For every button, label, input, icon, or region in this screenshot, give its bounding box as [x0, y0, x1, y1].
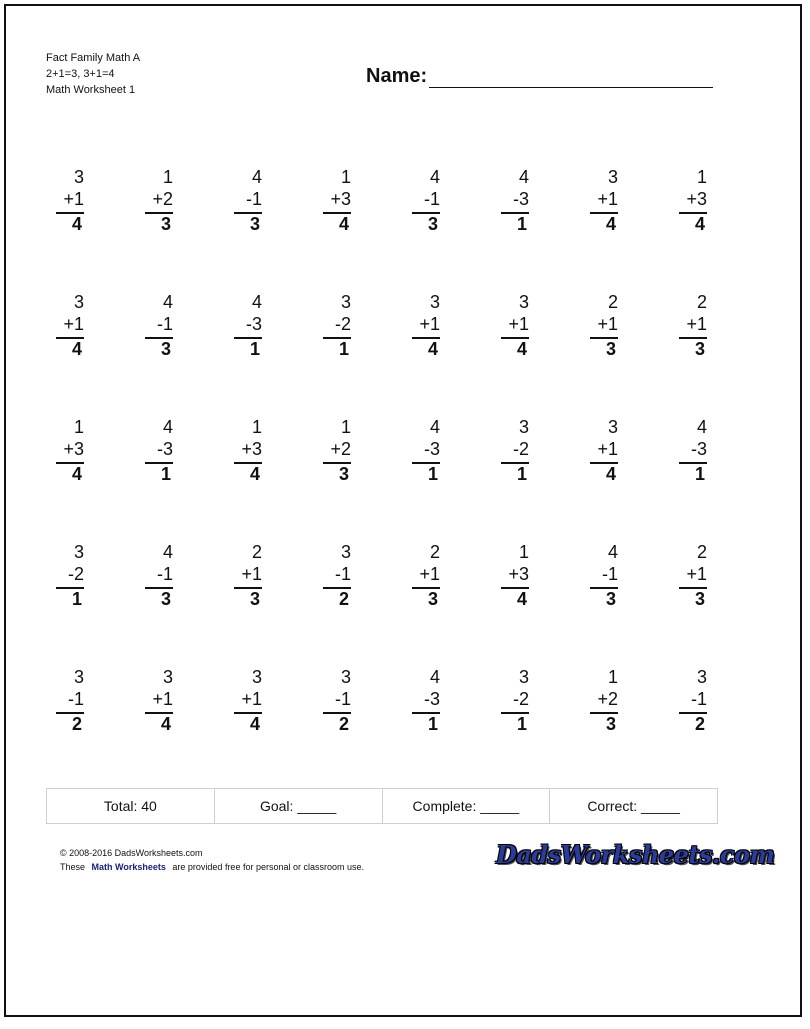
problem-operand: -2 — [512, 689, 529, 709]
problem-top-number: 4 — [251, 167, 262, 187]
problem-operand: +3 — [686, 189, 707, 209]
math-problem — [323, 416, 351, 484]
problem-operand: -1 — [423, 189, 440, 209]
problem-operand: -3 — [156, 439, 173, 459]
problem-operand: -3 — [512, 189, 529, 209]
problem-top-number: 2 — [607, 292, 618, 312]
problem-top-number: 3 — [73, 167, 84, 187]
problem-operand: +1 — [63, 314, 84, 334]
problem-top-number: 4 — [162, 292, 173, 312]
problem-operand: +1 — [419, 564, 440, 584]
problem-answer: 1 — [338, 339, 349, 359]
problem-operand: -2 — [334, 314, 351, 334]
problem-answer: 3 — [249, 214, 260, 234]
footer — [60, 846, 364, 874]
problem-answer: 1 — [427, 464, 438, 484]
problem-operand: +1 — [597, 439, 618, 459]
problem-answer: 4 — [249, 464, 260, 484]
problem-answer: 3 — [694, 589, 705, 609]
problem-top-number: 2 — [696, 292, 707, 312]
problem-top-number: 4 — [607, 542, 618, 562]
problem-operand: +3 — [63, 439, 84, 459]
problem-top-number: 3 — [518, 417, 529, 437]
problem-top-number: 3 — [518, 667, 529, 687]
problem-answer: 3 — [605, 339, 616, 359]
math-problem — [501, 541, 529, 609]
name-label: Name: — [366, 65, 428, 87]
problem-answer: 2 — [694, 714, 705, 734]
math-problem — [412, 166, 440, 234]
problem-operand: +1 — [508, 314, 529, 334]
problem-top-number: 4 — [162, 542, 173, 562]
math-problem — [590, 166, 618, 234]
problem-answer: 4 — [71, 339, 82, 359]
problem-operand: -1 — [334, 689, 351, 709]
math-problem — [590, 416, 618, 484]
problem-operand: +1 — [686, 314, 707, 334]
problem-operand: +2 — [152, 189, 173, 209]
problem-top-number: 2 — [696, 542, 707, 562]
problem-top-number: 3 — [251, 667, 262, 687]
problem-operand: -1 — [245, 189, 262, 209]
problem-answer: 4 — [71, 464, 82, 484]
math-problem — [412, 416, 440, 484]
problem-operand: -1 — [601, 564, 618, 584]
problem-top-number: 3 — [73, 542, 84, 562]
math-problem — [679, 541, 707, 609]
problem-operand: -1 — [156, 314, 173, 334]
problem-operand: +1 — [419, 314, 440, 334]
math-problem — [56, 166, 84, 234]
problem-operand: +1 — [152, 689, 173, 709]
problem-top-number: 3 — [696, 667, 707, 687]
problem-operand: +1 — [597, 189, 618, 209]
usage-suffix: are provided free for personal or classroom use. — [172, 862, 364, 872]
math-problem — [679, 416, 707, 484]
problem-answer: 4 — [694, 214, 705, 234]
problem-operand: -1 — [156, 564, 173, 584]
name-line[interactable] — [429, 65, 713, 88]
problem-top-number: 1 — [607, 667, 618, 687]
problem-operand: +3 — [330, 189, 351, 209]
problem-top-number: 3 — [340, 542, 351, 562]
total-cell: Total: 40 — [47, 789, 215, 823]
problem-answer: 4 — [516, 339, 527, 359]
problem-top-number: 3 — [73, 667, 84, 687]
problem-answer: 3 — [694, 339, 705, 359]
worksheet-number: Math Worksheet 1 — [46, 84, 136, 96]
correct-cell: Correct: _____ — [587, 798, 680, 814]
problem-operand: -1 — [690, 689, 707, 709]
problem-top-number: 1 — [251, 417, 262, 437]
problem-top-number: 4 — [696, 417, 707, 437]
problem-answer: 3 — [160, 214, 171, 234]
problem-answer: 3 — [249, 589, 260, 609]
problem-answer: 2 — [338, 589, 349, 609]
math-problem — [234, 666, 262, 734]
math-problem — [412, 541, 440, 609]
math-problem — [56, 666, 84, 734]
problem-answer: 4 — [516, 589, 527, 609]
problem-operand: -3 — [245, 314, 262, 334]
math-problem — [590, 541, 618, 609]
problem-top-number: 1 — [696, 167, 707, 187]
problem-operand: -1 — [67, 689, 84, 709]
math-problem — [323, 666, 351, 734]
name-field — [366, 64, 713, 88]
problem-top-number: 1 — [73, 417, 84, 437]
worksheet-title: Fact Family Math A — [46, 52, 141, 64]
math-problem — [501, 666, 529, 734]
problem-answer: 1 — [160, 464, 171, 484]
problem-answer: 4 — [605, 464, 616, 484]
problem-top-number: 4 — [162, 417, 173, 437]
problem-answer: 4 — [338, 214, 349, 234]
usage-prefix: These — [60, 862, 86, 872]
problem-operand: +1 — [597, 314, 618, 334]
problem-answer: 1 — [516, 214, 527, 234]
usage-text — [60, 860, 364, 874]
problem-top-number: 4 — [429, 417, 440, 437]
problem-operand: +3 — [508, 564, 529, 584]
math-problem — [590, 291, 618, 359]
problem-top-number: 1 — [162, 167, 173, 187]
math-problem — [412, 291, 440, 359]
problem-answer: 1 — [694, 464, 705, 484]
problem-answer: 3 — [160, 339, 171, 359]
problem-top-number: 1 — [518, 542, 529, 562]
problem-top-number: 4 — [429, 167, 440, 187]
problem-operand: -2 — [67, 564, 84, 584]
problem-operand: -3 — [690, 439, 707, 459]
score-tally — [46, 788, 718, 824]
math-problem — [501, 166, 529, 234]
problem-top-number: 3 — [73, 292, 84, 312]
problem-answer: 2 — [338, 714, 349, 734]
problem-top-number: 1 — [340, 417, 351, 437]
math-worksheets-link[interactable]: Math Worksheets — [91, 862, 166, 872]
math-problem — [501, 291, 529, 359]
problem-top-number: 3 — [162, 667, 173, 687]
math-problem — [323, 166, 351, 234]
math-problem — [145, 416, 173, 484]
math-problem — [56, 541, 84, 609]
problem-operand: -3 — [423, 439, 440, 459]
math-problem — [56, 416, 84, 484]
problem-top-number: 4 — [429, 667, 440, 687]
problem-operand: +2 — [330, 439, 351, 459]
problem-operand: +1 — [241, 689, 262, 709]
problem-top-number: 3 — [340, 667, 351, 687]
problem-operand: +3 — [241, 439, 262, 459]
problem-top-number: 3 — [429, 292, 440, 312]
problem-answer: 2 — [71, 714, 82, 734]
problem-operand: -1 — [334, 564, 351, 584]
worksheet-info — [46, 50, 140, 98]
problem-operand: -2 — [512, 439, 529, 459]
problem-top-number: 3 — [340, 292, 351, 312]
problem-top-number: 3 — [607, 167, 618, 187]
math-problem — [145, 541, 173, 609]
problem-answer: 4 — [71, 214, 82, 234]
problem-top-number: 1 — [340, 167, 351, 187]
math-problem — [234, 166, 262, 234]
problem-operand: +1 — [63, 189, 84, 209]
math-problem — [501, 416, 529, 484]
problem-answer: 3 — [160, 589, 171, 609]
problem-operand: +2 — [597, 689, 618, 709]
math-problem — [145, 291, 173, 359]
problem-operand: -3 — [423, 689, 440, 709]
problem-top-number: 3 — [607, 417, 618, 437]
complete-cell: Complete: _____ — [383, 789, 551, 823]
problem-top-number: 2 — [429, 542, 440, 562]
problem-answer: 1 — [516, 714, 527, 734]
problem-operand: +1 — [686, 564, 707, 584]
copyright-text: © 2008-2016 DadsWorksheets.com — [60, 848, 203, 858]
problem-top-number: 2 — [251, 542, 262, 562]
math-problem — [323, 291, 351, 359]
math-problem — [590, 666, 618, 734]
problem-answer: 3 — [605, 714, 616, 734]
problem-answer: 1 — [249, 339, 260, 359]
problem-top-number: 4 — [518, 167, 529, 187]
problem-answer: 3 — [338, 464, 349, 484]
problem-answer: 4 — [249, 714, 260, 734]
problem-answer: 1 — [427, 714, 438, 734]
problem-answer: 4 — [427, 339, 438, 359]
math-problem — [323, 541, 351, 609]
math-problem — [679, 166, 707, 234]
math-problem — [679, 666, 707, 734]
math-problem — [145, 166, 173, 234]
math-problem — [56, 291, 84, 359]
problem-answer: 1 — [516, 464, 527, 484]
worksheet-page — [4, 4, 802, 1017]
problem-answer: 4 — [160, 714, 171, 734]
problem-answer: 3 — [605, 589, 616, 609]
goal-cell: Goal: _____ — [215, 789, 383, 823]
problem-answer: 3 — [427, 214, 438, 234]
problem-answer: 1 — [71, 589, 82, 609]
problem-operand: +1 — [241, 564, 262, 584]
problem-answer: 3 — [427, 589, 438, 609]
worksheet-subtitle: 2+1=3, 3+1=4 — [46, 68, 115, 80]
problem-top-number: 4 — [251, 292, 262, 312]
math-problem — [145, 666, 173, 734]
math-problem — [412, 666, 440, 734]
problem-top-number: 3 — [518, 292, 529, 312]
math-problem — [679, 291, 707, 359]
math-problem — [234, 541, 262, 609]
math-problem — [234, 291, 262, 359]
math-problem — [234, 416, 262, 484]
dadsworksheets-logo: DadsWorksheets.com — [496, 840, 775, 869]
problem-answer: 4 — [605, 214, 616, 234]
